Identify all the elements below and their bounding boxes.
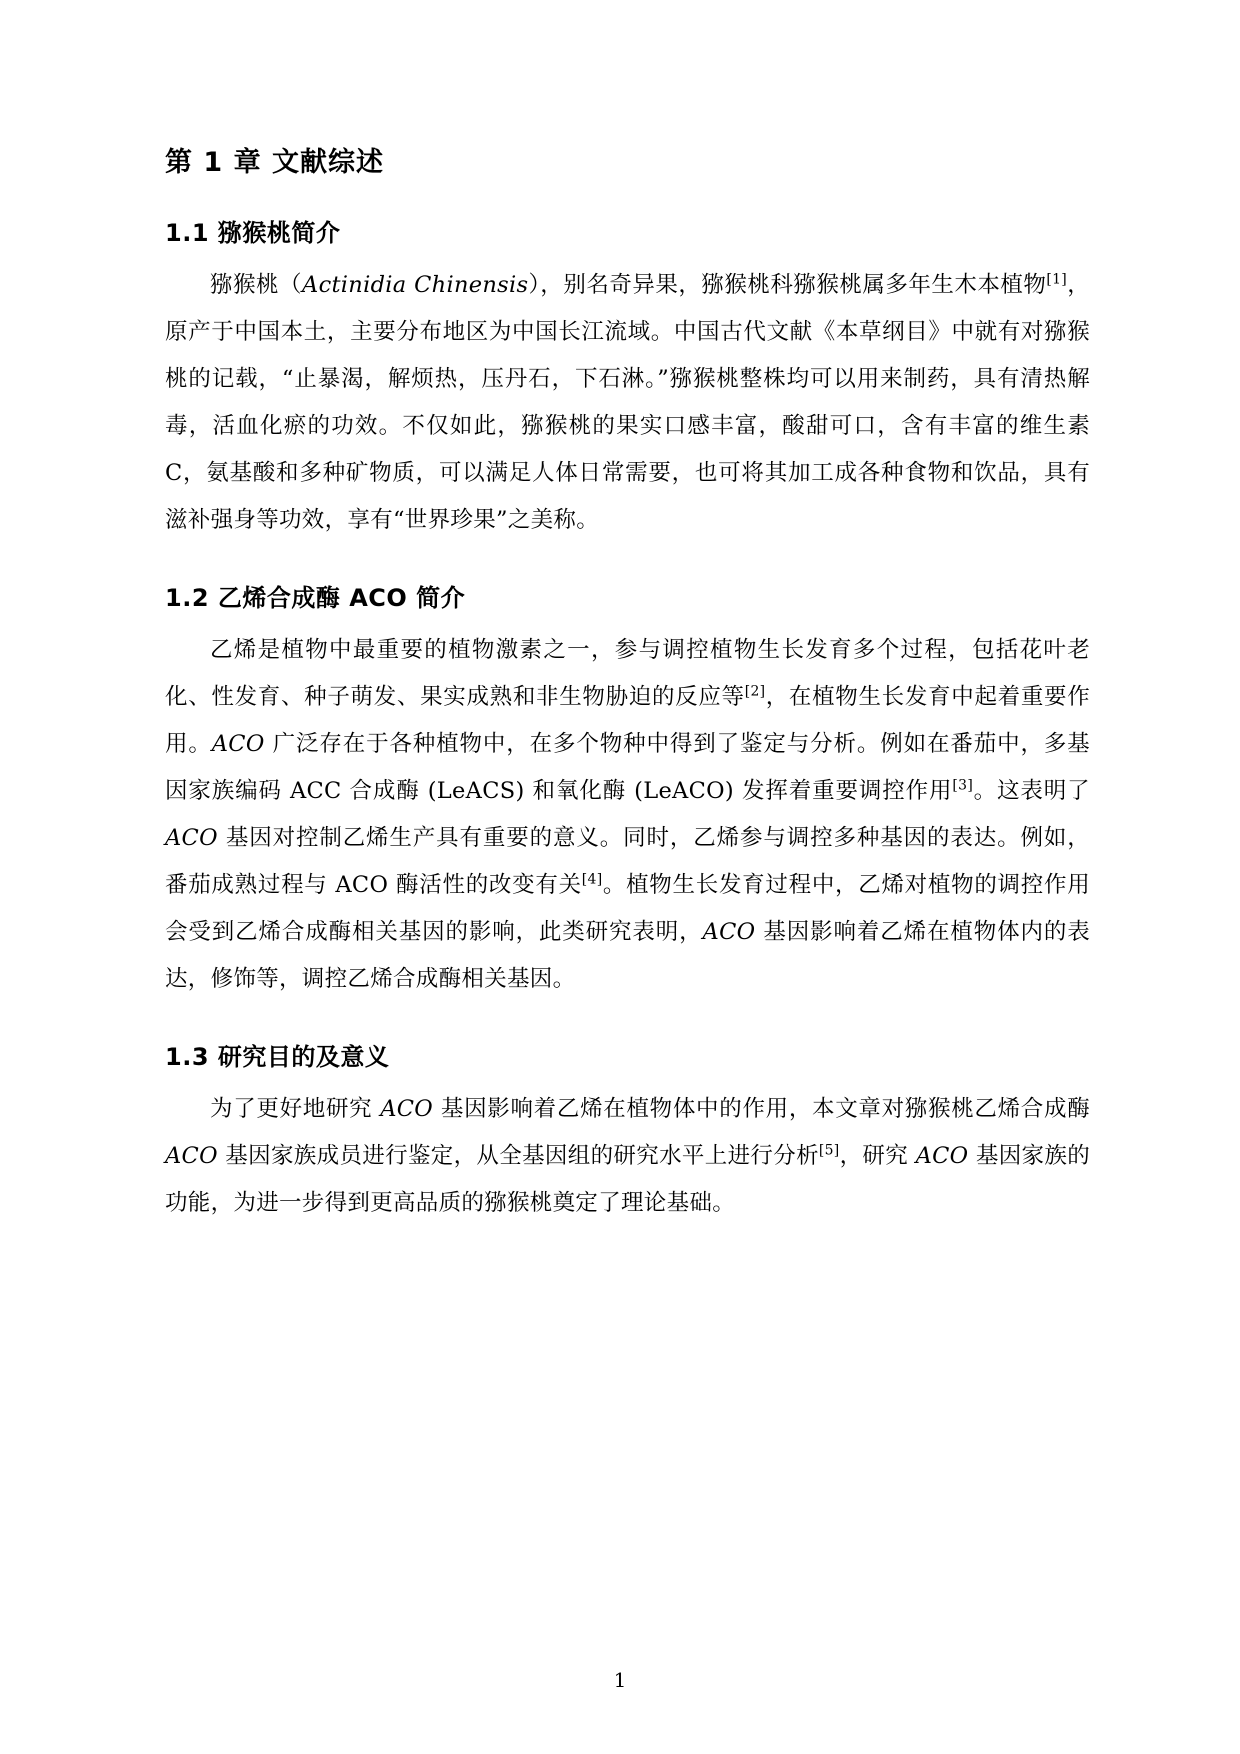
section-paragraph-1-3: 为了更好地研究 ACO 基因影响着乙烯在植物体中的作用，本文章对猕猴桃乙烯合成酶 ACO 基因家族成员进行鉴定，从全基因组的研究水平上进行分析[5]，研究 ACO 基因家族的功能，为进一步得到更高品质的猕猴桃奠定了理论基础。	[165, 1096, 1090, 1216]
section-heading-1-2: 1.2 乙烯合成酶 ACO 简介	[165, 584, 466, 612]
section-heading-1-1: 1.1 猕猴桃简介	[165, 219, 341, 247]
section-paragraph-1-2: 乙烯是植物中最重要的植物激素之一，参与调控植物生长发育多个过程，包括花叶老化、性发育、种子萌发、果实成熟和非生物胁迫的反应等[2]，在植物生长发育中起着重要作用。ACO 广泛存在于各种植物中，在多个物种中得到了鉴定与分析。例如在番茄中，多基因家族编码 ACC 合成酶 (LeACS) 和氧化酶 (LeACO) 发挥着重要调控作用[3]。这表明了 ACO 基因对控制乙烯生产具有重要的意义。同时，乙烯参与调控多种基因的表达。例如，番茄成熟过程与 ACO 酶活性的改变有关[4]。植物生长发育过程中，乙烯对植物的调控作用会受到乙烯合成酶相关基因的影响，此类研究表明，ACO 基因影响着乙烯在植物体内的表达，修饰等，调控乙烯合成酶相关基因。	[165, 637, 1091, 992]
chapter-title: 第 1 章 文献综述	[165, 147, 384, 178]
section-heading-1-3: 1.3 研究目的及意义	[165, 1043, 390, 1071]
page-number: 1	[613, 1668, 627, 1692]
section-paragraph-1-1: 猕猴桃（Actinidia Chinensis），别名奇异果，猕猴桃科猕猴桃属多年生木本植物[1]，原产于中国本土，主要分布地区为中国长江流域。中国古代文献《本草纲目》中就有对猕猴桃的记载，“止暴渴，解烦热，压丹石，下石淋。”猕猴桃整株均可以用来制药，具有清热解毒，活血化瘀的功效。不仅如此，猕猴桃的果实口感丰富，酸甜可口，含有丰富的维生素 C，氨基酸和多种矿物质，可以满足人体日常需要，也可将其加工成各种食物和饮品，具有滋补强身等功效，享有“世界珍果”之美称。	[165, 271, 1091, 533]
